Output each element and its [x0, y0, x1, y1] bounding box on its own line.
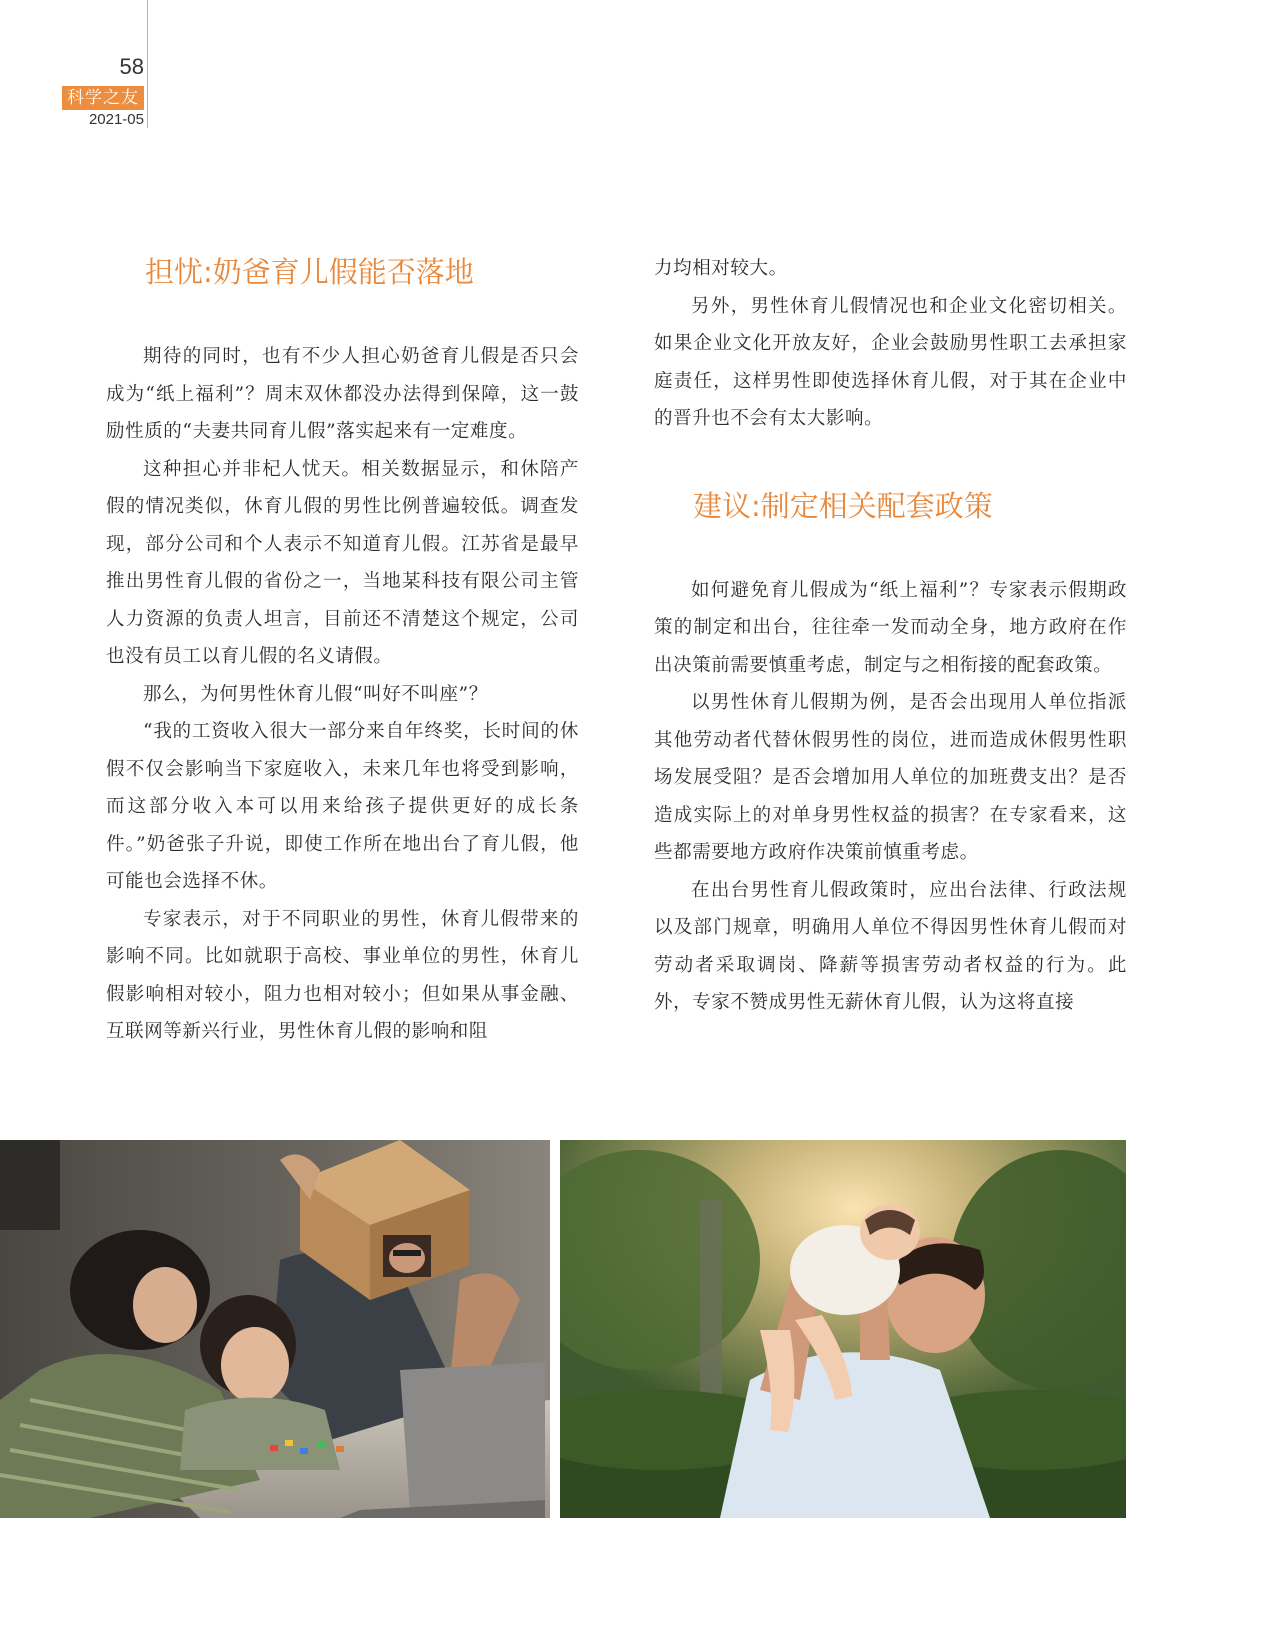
paragraph: 另外，男性休育儿假情况也和企业文化密切相关。如果企业文化开放友好，企业会鼓励男性职工去承担家庭责任，这样男性即使选择休育儿假，对于其在企业中的晋升也不会有太大影响。 [654, 295, 1127, 429]
paragraph: 在出台男性育儿假政策时，应出台法律、行政法规以及部门规章，明确用人单位不得因男性休育儿假而对劳动者采取调岗、降薪等损害劳动者权益的行为。此外，专家不赞成男性无薪休育儿假，认为这将直接 [654, 879, 1127, 1013]
magazine-name-badge: 科学之友 [62, 86, 144, 110]
family-photo [0, 1140, 550, 1518]
paragraph: 这种担心并非杞人忧天。相关数据显示，和休陪产假的情况类似，休育儿假的男性比例普遍较低。调查发现，部分公司和个人表示不知道育儿假。江苏省是最早推出男性育儿假的省份之一，当地某科技有限公司主管人力资源的负责人坦言，目前还不清楚这个规定，公司也没有员工以育儿假的名义请假。 [106, 458, 579, 667]
paragraph: 以男性休育儿假期为例，是否会出现用人单位指派其他劳动者代替休假男性的岗位，进而造成休假男性职场发展受阻？是否会增加用人单位的加班费支出？是否造成实际上的对单身男性权益的损害？在专家看来，这些都需要地方政府作决策前慎重考虑。 [654, 692, 1127, 863]
father-baby-photo [560, 1140, 1126, 1518]
continued-paragraph: 力均相对较大。 [654, 258, 788, 279]
paragraph: 期待的同时，也有不少人担心奶爸育儿假是否只会成为“纸上福利”？周末双休都没办法得到保障，这一鼓励性质的“夫妻共同育儿假”落实起来有一定难度。 [106, 346, 579, 442]
section-title-concern: 担忧:奶爸育儿假能否落地 [145, 255, 474, 289]
paragraph: 如何避免育儿假成为“纸上福利”？专家表示假期政策的制定和出台，往往牵一发而动全身，地方政府在作出决策前需要慎重考虑，制定与之相衔接的配套政策。 [654, 579, 1127, 676]
quote-paragraph: “我的工资收入很大一部分来自年终奖，长时间的休假不仅会影响当下家庭收入，未来几年也将受到影响，而这部分收入本可以用来给孩子提供更好的成长条件。”奶爸张子升说，即使工作所在地出台了育儿假，他可能也会选择不休。 [106, 721, 579, 892]
paragraph: 专家表示，对于不同职业的男性，休育儿假带来的影响不同。比如就职于高校、事业单位的男性，休育儿假影响相对较小，阻力也相对较小；但如果从事金融、互联网等新兴行业，男性休育儿假的影响和阻 [106, 908, 579, 1042]
paragraph: 那么，为何男性休育儿假“叫好不叫座”？ [143, 683, 488, 705]
page-number: 58 [119, 54, 144, 79]
header-divider [147, 0, 148, 128]
issue-date: 2021-05 [88, 111, 144, 128]
section-title-suggestion: 建议:制定相关配套政策 [693, 488, 993, 523]
left-column [106, 250, 579, 1051]
right-column [654, 250, 1127, 1022]
